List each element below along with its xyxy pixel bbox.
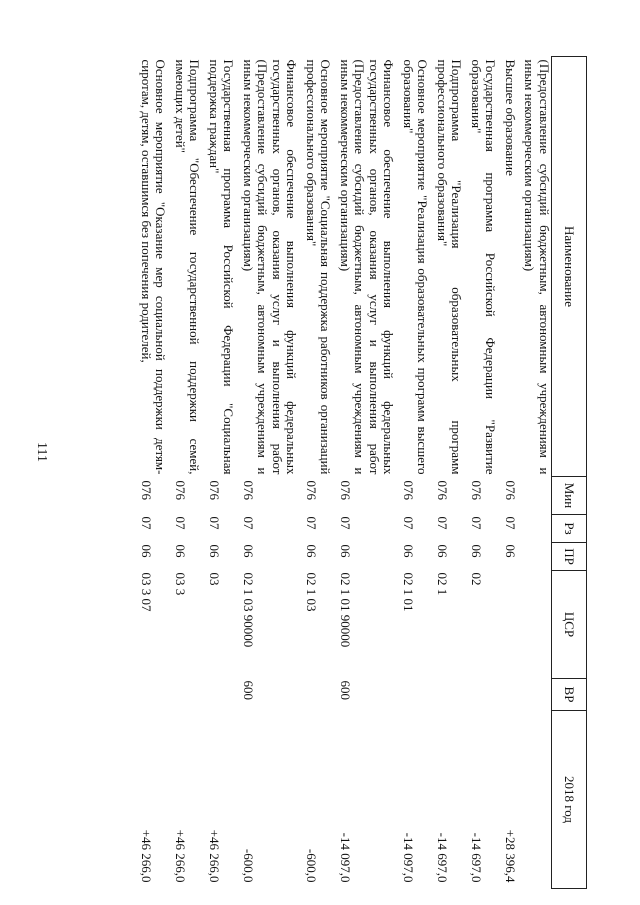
cell-vr: 600: [241, 680, 256, 700]
cell-pr: 06: [401, 544, 416, 558]
cell-pr: 06: [304, 544, 319, 558]
cell-min: 076: [241, 480, 256, 500]
cell-csr: 02 1 03 90000: [241, 572, 256, 648]
cell-val: +46 266,0: [207, 829, 222, 883]
cell-name: Основное мероприятие "Оказание мер социальной поддержки детям-сиротам, детям, оставшимся без попечения родителей,: [139, 59, 169, 475]
cell-name: (Предоставление субсидий бюджетным, автономным учреждениям и иным некоммерческим организациям): [522, 59, 552, 475]
cell-min: 076: [207, 480, 222, 500]
cell-min: 076: [469, 480, 484, 500]
cell-rz: 07: [435, 516, 450, 530]
budget-table-rotated: [60, 56, 587, 888]
table-row: [401, 57, 435, 889]
cell-pr: 06: [338, 544, 353, 558]
cell-vr: [503, 679, 523, 711]
cell-min: 076: [173, 480, 188, 500]
cell-min: 076: [401, 480, 416, 500]
cell-csr: 02 1 01 90000: [338, 572, 353, 648]
header-pr: ПР: [552, 543, 587, 571]
table-row: [435, 57, 469, 889]
cell-csr: 03 3 07: [139, 572, 154, 612]
table-row: [338, 57, 401, 889]
cell-rz: 07: [241, 516, 256, 530]
cell-vr: [304, 679, 338, 711]
cell-vr: [401, 679, 435, 711]
cell-pr: 06: [173, 544, 188, 558]
cell-val: +46 266,0: [139, 829, 154, 883]
cell-pr: 06: [435, 544, 450, 558]
cell-csr: [503, 571, 523, 679]
cell-min: 076: [304, 480, 319, 500]
cell-vr: [522, 679, 552, 711]
table-row: [469, 57, 503, 889]
header-csr: ЦСР: [552, 571, 587, 679]
cell-rz: 07: [338, 516, 353, 530]
cell-rz: [522, 515, 552, 543]
cell-pr: 06: [469, 544, 484, 558]
cell-vr: [469, 679, 503, 711]
cell-min: 076: [338, 480, 353, 500]
cell-csr: 02 1 01: [401, 572, 416, 612]
table-row: [304, 57, 338, 889]
cell-name: Основное мероприятие "Социальная поддержка работников организаций профессионального образования": [304, 59, 334, 475]
page-number: 111: [34, 442, 49, 462]
cell-val: -14 697,0: [469, 832, 484, 883]
cell-csr: 02 1 03: [304, 572, 319, 612]
cell-vr: [207, 679, 241, 711]
cell-pr: 06: [207, 544, 222, 558]
cell-val: [522, 711, 552, 889]
table-row: [173, 57, 207, 889]
cell-pr: 06: [139, 544, 154, 558]
cell-name: Подпрограмма "Реализация образовательных программ профессионального образования": [435, 59, 465, 475]
table-row: [522, 57, 552, 889]
cell-pr: [522, 543, 552, 571]
cell-min: 076: [139, 480, 154, 500]
table-row: [241, 57, 304, 889]
cell-min: 076: [435, 480, 450, 500]
cell-name: Финансовое обеспечение выполнения функций федеральных государственных органов, оказания услуг и выполнения работ (Предоставление субсидий бюджетным, автономным учреждениям и иным некоммерческим организациям): [338, 59, 397, 475]
cell-val: +46 266,0: [173, 829, 188, 883]
cell-val: -600,0: [241, 848, 256, 883]
table-row: [503, 57, 523, 889]
cell-min: [522, 477, 552, 515]
cell-csr: 03 3: [173, 572, 188, 596]
cell-vr: [139, 679, 173, 711]
cell-csr: 03: [207, 572, 222, 586]
cell-val: +28 396,4: [503, 829, 518, 883]
cell-val: -600,0: [304, 848, 319, 883]
header-year: 2018 год: [552, 711, 587, 889]
header-name: Наименование: [552, 57, 587, 477]
budget-table: [139, 56, 588, 889]
cell-vr: [435, 679, 469, 711]
table-header-row: [552, 57, 587, 889]
cell-name: Высшее образование: [503, 59, 518, 176]
cell-csr: [522, 571, 552, 679]
cell-val: -14 097,0: [401, 832, 416, 883]
cell-rz: 07: [207, 516, 222, 530]
table-row: [207, 57, 241, 889]
cell-rz: 07: [139, 516, 154, 530]
cell-min: 076: [503, 480, 518, 500]
cell-name: Финансовое обеспечение выполнения функций федеральных государственных органов, оказания услуг и выполнения работ (Предоставление субсидий бюджетным, автономным учреждениям и иным некоммерческим организациям): [241, 59, 300, 475]
cell-vr: 600: [338, 680, 353, 700]
cell-val: -14 097,0: [338, 832, 353, 883]
cell-rz: 07: [469, 516, 484, 530]
header-rz: Рз: [552, 515, 587, 543]
header-vr: ВР: [552, 679, 587, 711]
cell-csr: 02: [469, 572, 484, 586]
cell-name: Основное мероприятие "Реализация образовательных программ высшего образования": [401, 59, 431, 475]
table-row: [139, 57, 173, 889]
header-min: Мин: [552, 477, 587, 515]
cell-csr: 02 1: [435, 572, 450, 596]
cell-rz: 07: [401, 516, 416, 530]
cell-val: -14 697,0: [435, 832, 450, 883]
cell-rz: 07: [304, 516, 319, 530]
cell-vr: [173, 679, 207, 711]
cell-pr: 06: [503, 544, 518, 558]
cell-name: Подпрограмма "Обеспечение государственной поддержки семей, имеющих детей": [173, 59, 203, 475]
cell-rz: 07: [173, 516, 188, 530]
cell-pr: 06: [241, 544, 256, 558]
cell-name: Государственная программа Российской Федерации "Развитие образования": [469, 59, 499, 475]
cell-name: Государственная программа Российской Федерации "Социальная поддержка граждан": [207, 59, 237, 475]
cell-rz: 07: [503, 516, 518, 530]
